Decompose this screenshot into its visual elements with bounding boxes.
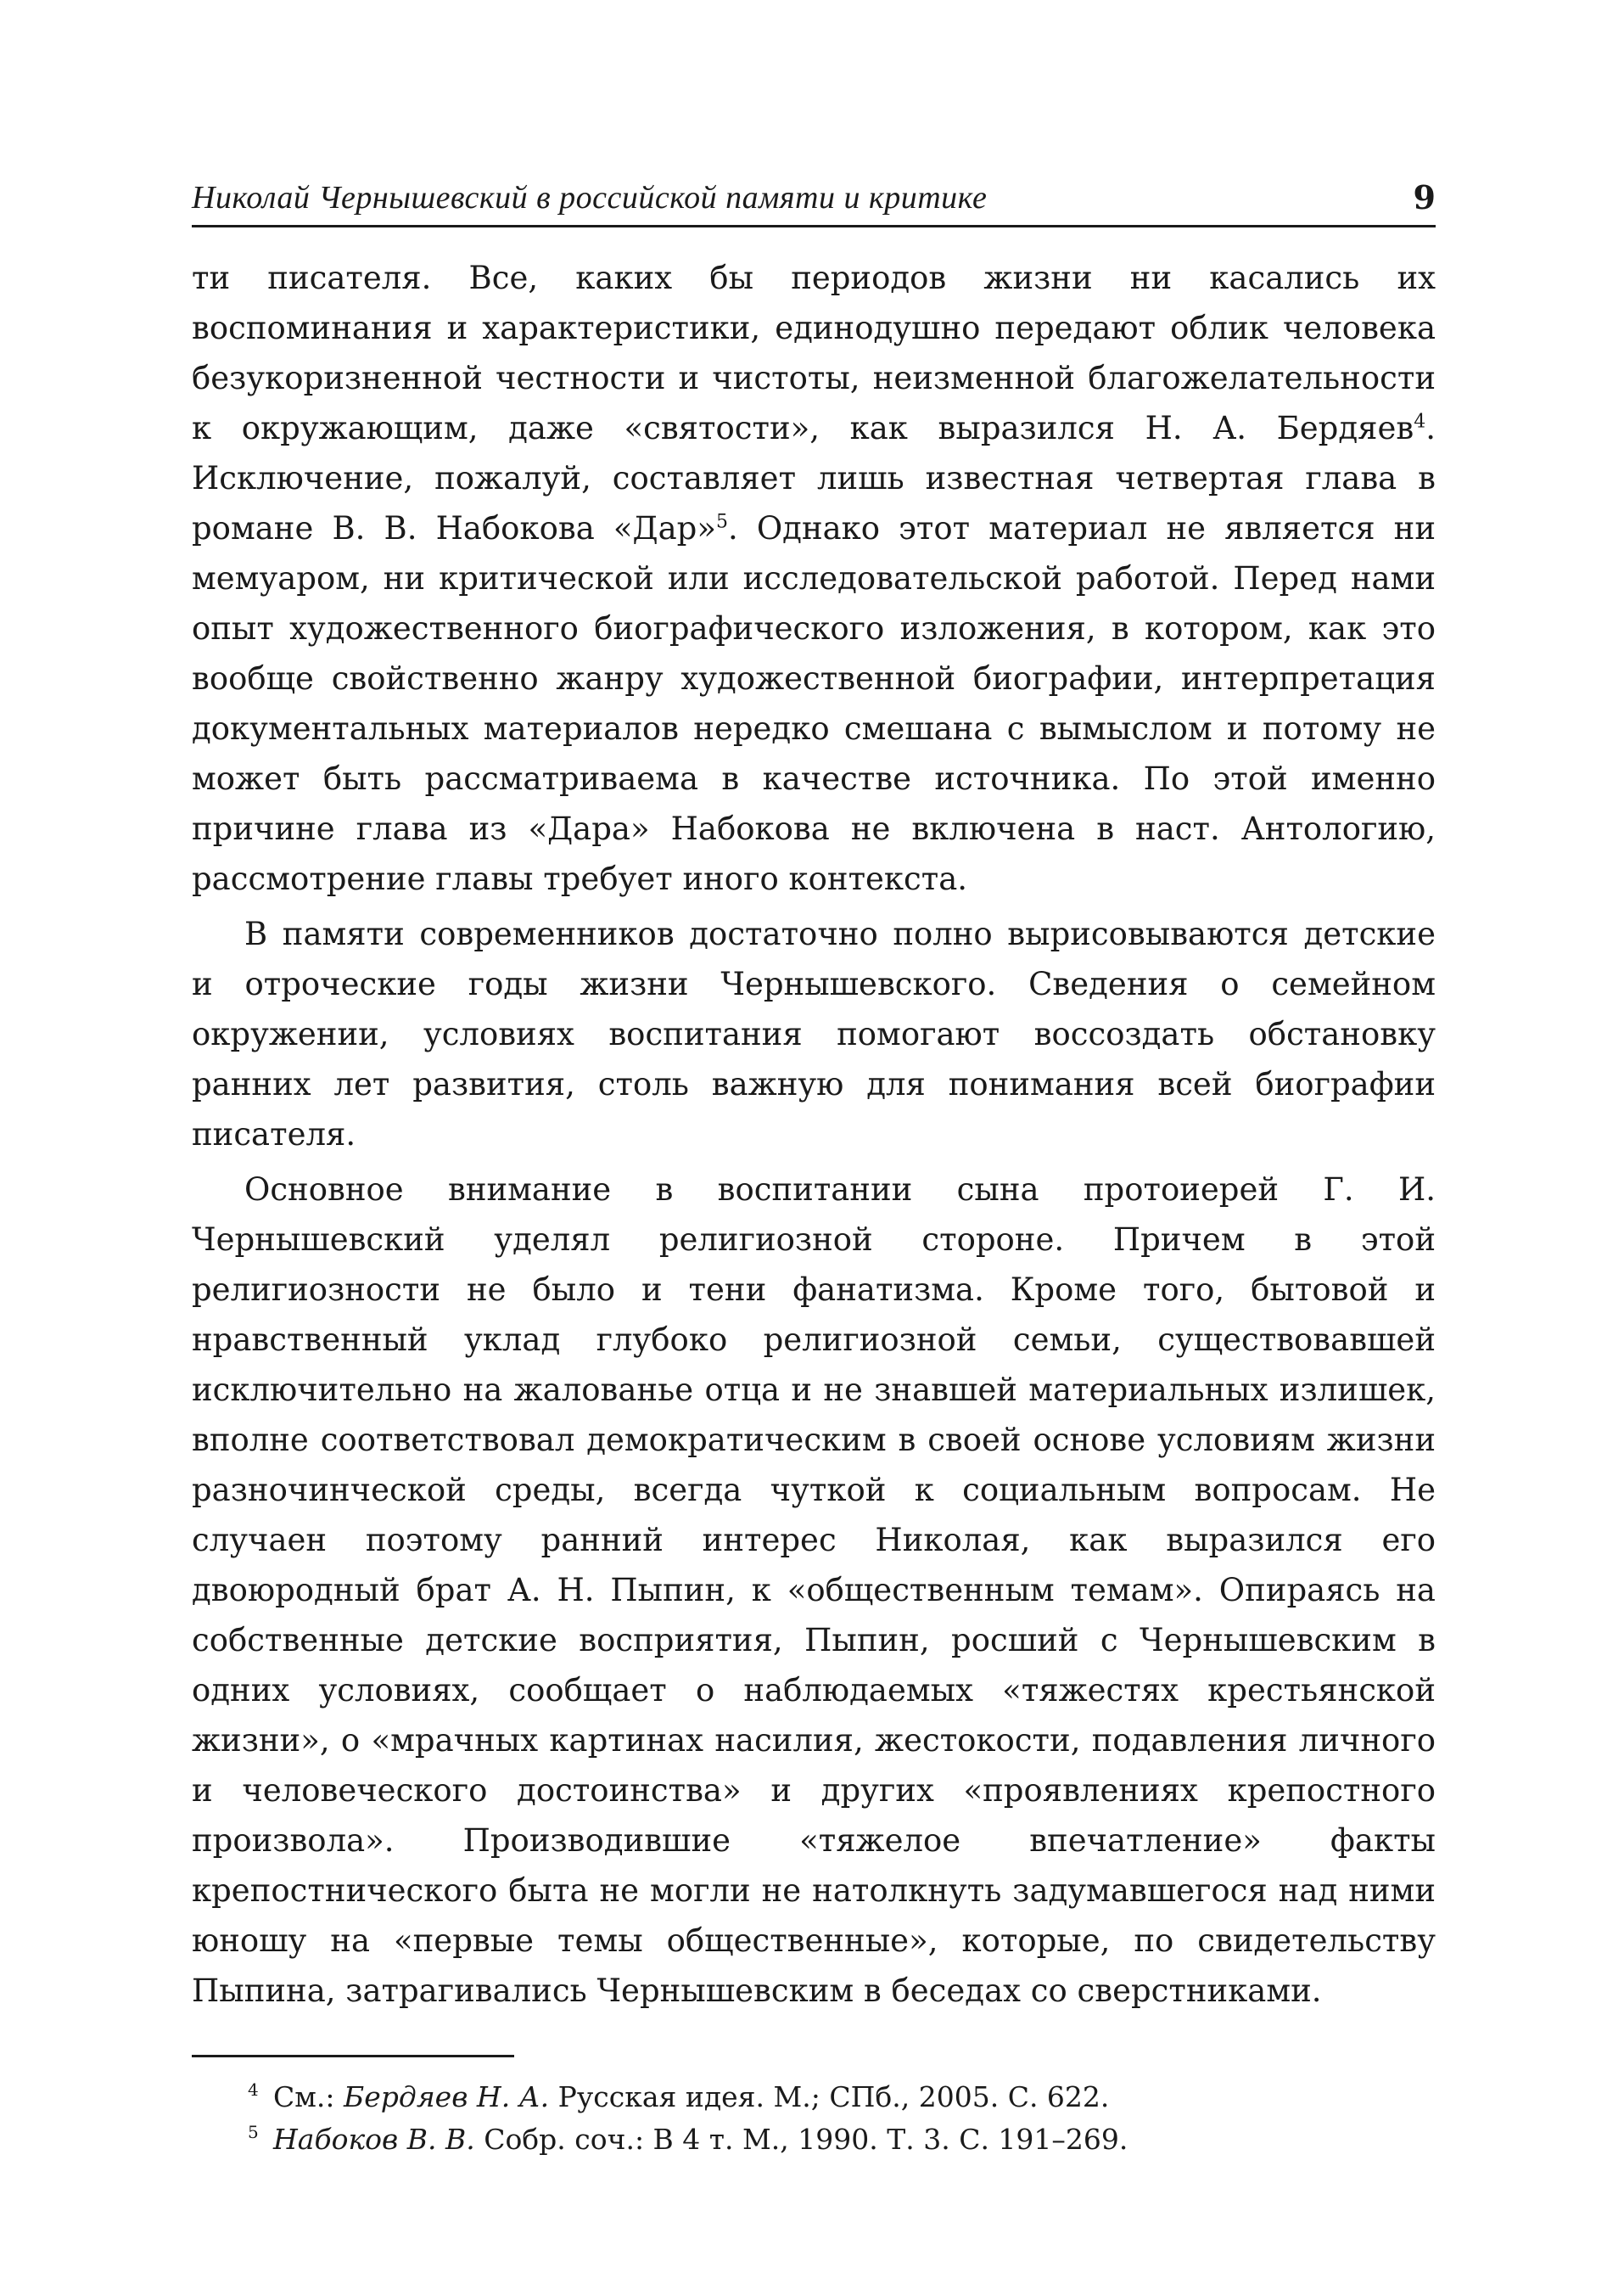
footnote-author: Бердяев Н. А.	[344, 2080, 550, 2113]
footnote-author: Набоков В. В.	[273, 2123, 475, 2156]
paragraph-2: В памяти современников достаточно полно вырисовываются детские и отроческие годы жизни Чернышевского. Сведения о семейном окружении, условиях воспитания помогают воссоздать обстановку ранних лет развития, столь важную для понимания всей биографии писателя.	[192, 916, 1436, 1153]
book-page	[192, 178, 1436, 2161]
footnote-divider	[192, 2055, 514, 2057]
footnote-4	[192, 2076, 1436, 2118]
footnote-5	[192, 2118, 1436, 2161]
footnote-mark: 4	[248, 2079, 259, 2100]
footnote-prefix: См.:	[273, 2080, 344, 2113]
body-text	[192, 253, 1436, 2016]
paragraph-text: . Исключение, пожалуй, составляет лишь известная четвертая глава в романе В. В. Набокова «Дар»	[192, 410, 1436, 547]
paragraph-text: ти писателя. Все, каких бы периодов жизни ни касались их воспоминания и характеристики, единодушно передают облик человека безукоризненной честности и чистоты, неизменной благожелательности к окружающим, даже «святости», как выразился Н. А. Бердяев	[192, 260, 1436, 446]
footnote-citation: Собр. соч.: В 4 т. М., 1990. Т. 3. С. 191–269.	[474, 2123, 1128, 2156]
footnote-ref-5[interactable]: 5	[715, 511, 728, 533]
footnote-citation: Русская идея. М.; СПб., 2005. С. 622.	[549, 2080, 1110, 2113]
footnote-mark: 5	[248, 2122, 259, 2142]
running-title: Николай Чернышевский в российской памяти и критике	[192, 180, 988, 216]
paragraph-text: . Однако этот материал не является ни мемуаром, ни критической или исследовательской работой. Перед нами опыт художественного биографического изложения, в котором, как это вообще свойственно жанру художественной биографии, интерпретация документальных материалов нередко смешана с вымыслом и потому не может быть рассматриваема в качестве источника. По этой именно причине глава из «Дара» Набокова не включена в наст. Антологию, рассмотрение главы требует иного контекста.	[192, 510, 1436, 897]
running-head	[192, 178, 1436, 227]
paragraph-1	[192, 253, 1436, 904]
page-number: 9	[1413, 178, 1436, 216]
footnote-ref-4[interactable]: 4	[1414, 411, 1426, 433]
paragraph-3: Основное внимание в воспитании сына протоиерей Г. И. Чернышевский уделял религиозной стороне. Причем в этой религиозности не было и тени фанатизма. Кроме того, бытовой и нравственный уклад глубоко религиозной семьи, существовавшей исключительно на жалованье отца и не знавшей материальных излишек, вполне соответствовал демократическим в своей основе условиям жизни разночинческой среды, всегда чуткой к социальным вопросам. Не случаен поэтому ранний интерес Николая, как выразился его двоюродный брат А. Н. Пыпин, к «общественным темам». Опираясь на собственные детские восприятия, Пыпин, росший с Чернышевским в одних условиях, сообщает о наблюдаемых «тяжестях крестьянской жизни», о «мрачных картинах насилия, жестокости, подавления личного и человеческого достоинства» и других «проявлениях крепостного произвола». Производившие «тяжелое впечатление» факты крепостнического быта не могли не натолкнуть задумавшегося над ними юношу на «первые темы общественные», которые, по свидетельству Пыпина, затрагивались Чернышевским в беседах со сверстниками.	[192, 1171, 1436, 2009]
